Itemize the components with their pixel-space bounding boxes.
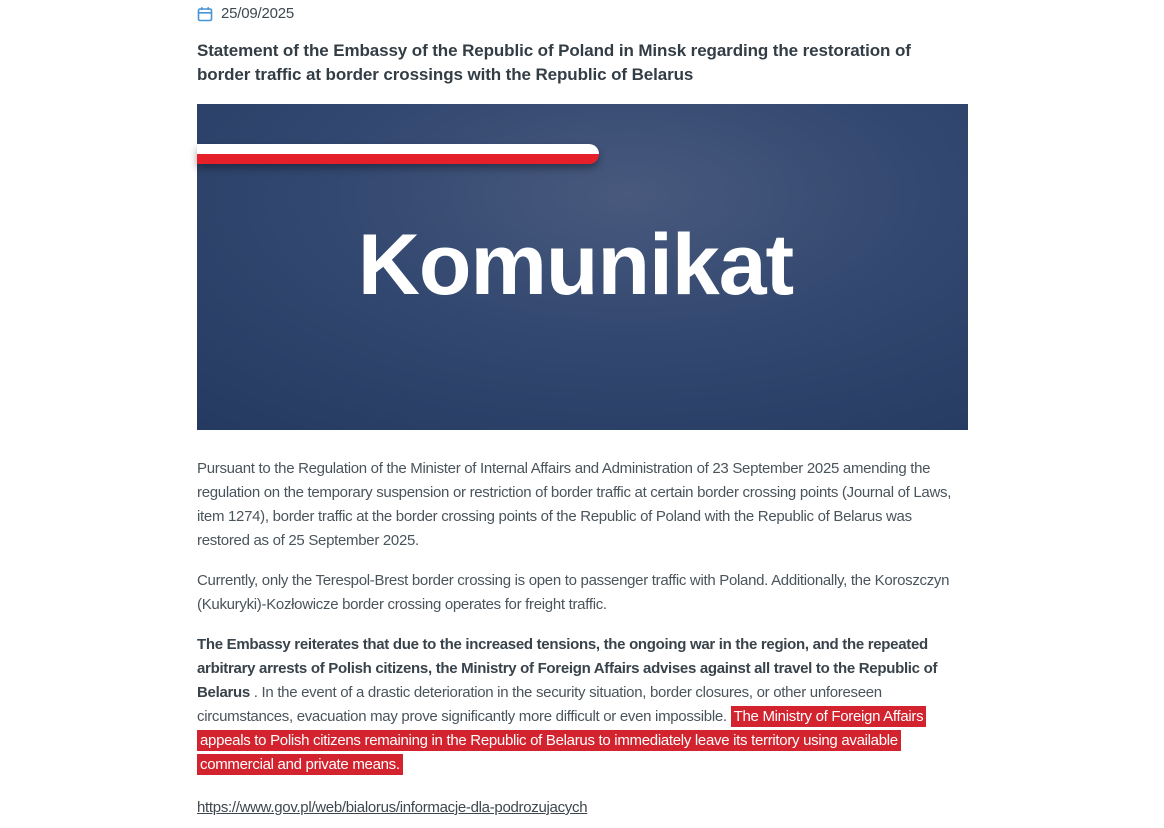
polish-flag-ribbon <box>197 144 599 164</box>
paragraph-advisory <box>197 633 968 777</box>
advisory-bold-text: The Embassy reiterates that due to the increased tensions, the ongoing war in the region, and the repeated arbitrary arrests of Polish citizens, the Ministry of Foreign Affairs advises against all travel to the Republic of Belarus <box>197 636 938 701</box>
calendar-icon <box>197 6 213 22</box>
flag-red-stripe <box>197 154 599 164</box>
publish-date-row <box>197 5 968 22</box>
article <box>197 0 968 817</box>
komunikat-banner <box>197 104 968 430</box>
flag-white-stripe <box>197 144 599 154</box>
advisory-highlighted-text: The Ministry of Foreign Affairs appeals to Polish citizens remaining in the Republic of Belarus to immediately leave its territory using available commercial and private means. <box>197 706 926 775</box>
banner-text: Komunikat <box>357 217 794 313</box>
publish-date: 25/09/2025 <box>221 5 295 22</box>
paragraph-crossings: Currently, only the Terespol-Brest border crossing is open to passenger traffic with Poland. Additionally, the Koroszczyn (Kukuryki)-Kozłowicze border crossing operates for freight traffic. <box>197 572 950 613</box>
article-title: Statement of the Embassy of the Republic of Poland in Minsk regarding the restoration of border traffic at border crossings with the Republic of Belarus <box>197 41 911 84</box>
link-row <box>197 799 968 817</box>
paragraph-regulation: Pursuant to the Regulation of the Minister of Internal Affairs and Administration of 23 September 2025 amending the regulation on the temporary suspension or restriction of border traffic at certain border crossing points (Journal of Laws, item 1274), border traffic at the border crossing points of the Republic of Poland with the Republic of Belarus was restored as of 25 September 2025. <box>197 460 952 549</box>
advisory-regular-text: . In the event of a drastic deterioration in the security situation, border closures, or other unforeseen circumstances, evacuation may prove significantly more difficult or even impossible. <box>197 684 882 725</box>
travel-info-link[interactable]: https://www.gov.pl/web/bialorus/informacje-dla-podrozujacych <box>197 799 588 816</box>
